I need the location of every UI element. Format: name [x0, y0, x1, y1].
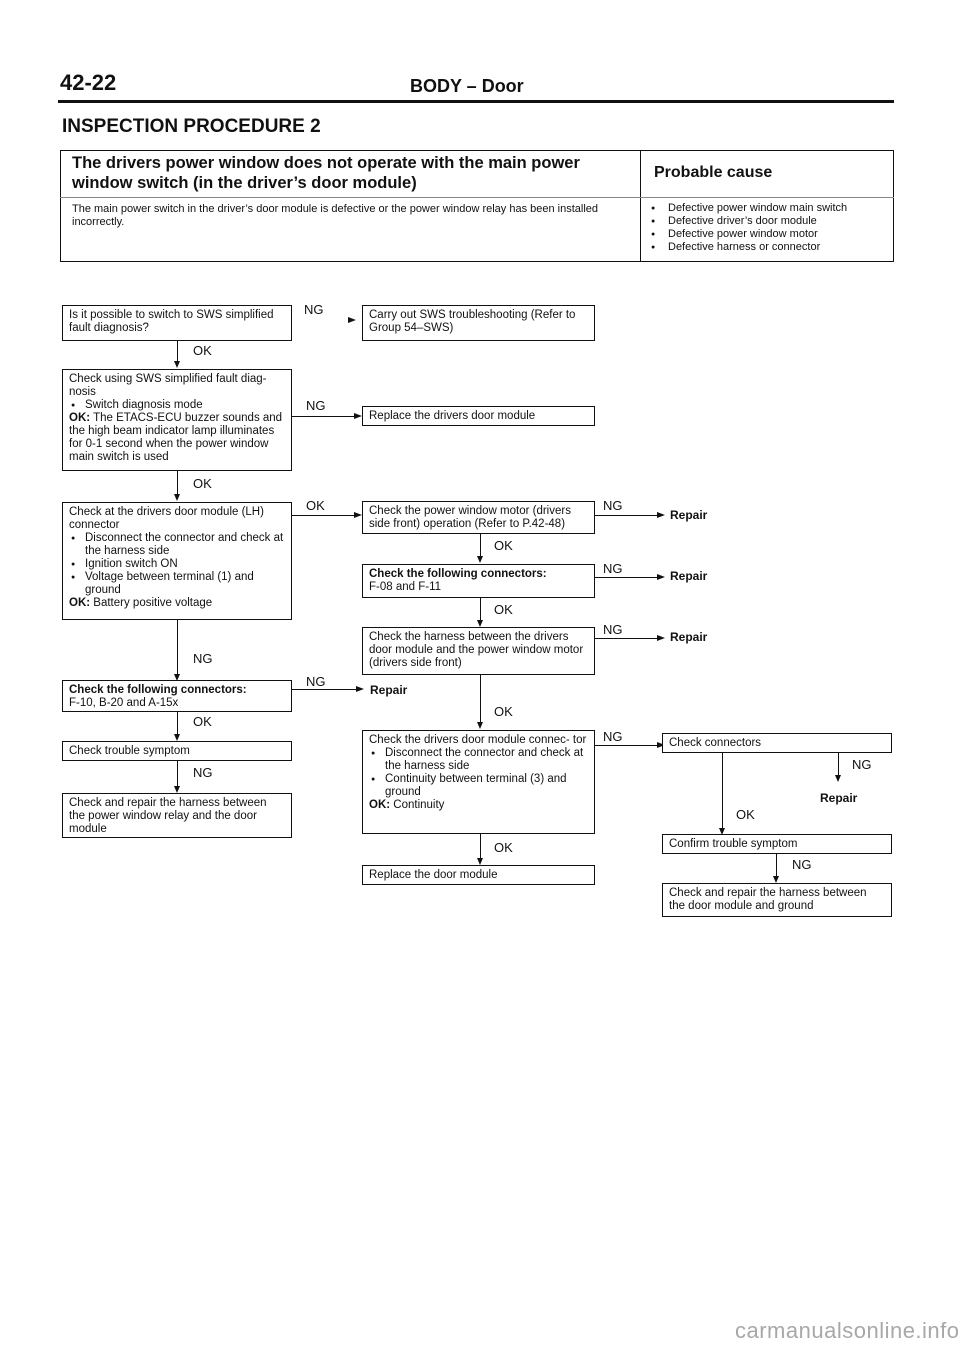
ng-label: NG [852, 757, 872, 772]
ground-harness-text: Check and repair the harness between the door module and ground [669, 887, 867, 912]
confirm-trouble-box [662, 834, 892, 854]
probable-cause-heading: Probable cause [654, 164, 773, 181]
header-rule [58, 100, 894, 103]
conn-f10-ng-label: NG [306, 674, 326, 689]
module-connector-bullet: ● Continuity between terminal (3) and ground [369, 773, 588, 799]
symptom-title: The drivers power window does not operate with the main power window switch (in the driver’s door module) [72, 154, 580, 192]
confirm-trouble-text: Confirm trouble symptom [669, 838, 798, 850]
connector-line [595, 638, 657, 639]
ng-label: NG [193, 651, 213, 666]
ok-prefix: OK: [369, 799, 391, 811]
module-connector-ok [369, 799, 588, 812]
check-conn-f08-box [362, 564, 595, 598]
ok-label: OK [193, 343, 212, 358]
arrow-down [174, 361, 180, 368]
motor-ng-label: NG [603, 498, 623, 513]
procedure-title: INSPECTION PROCEDURE 2 [62, 116, 321, 137]
arrow-right [657, 574, 665, 580]
watermark: carmanualsonline.info [735, 1318, 960, 1343]
connector-line [595, 577, 657, 578]
arrow-down [477, 620, 483, 627]
check-sws-box [62, 369, 292, 471]
connector-line [177, 761, 178, 786]
symptom-description: The main power switch in the driver’s door module is defective or the power window relay has been installed incorrectly. [72, 203, 599, 228]
ground-harness-box [662, 883, 892, 917]
repair-label: Repair [670, 630, 708, 644]
conn-f08-title: Check the following connectors: [369, 568, 547, 580]
check-connectors-box [662, 733, 892, 753]
connector-line [177, 712, 178, 734]
repair-label: Repair [370, 683, 408, 697]
sws-troubleshoot-text: Carry out SWS troubleshooting (Refer to Group 54–SWS) [369, 309, 576, 334]
arrow-down [174, 494, 180, 501]
check-trouble-box [62, 741, 292, 761]
check-trouble-text: Check trouble symptom [69, 745, 190, 757]
ok-label: OK [193, 714, 212, 729]
ok-prefix: OK: [69, 597, 91, 609]
arrow-down [477, 722, 483, 729]
cause-item: ● Defective driver’s door module [648, 215, 888, 228]
cause-item: ● Defective power window main switch [648, 202, 888, 215]
lh-bullet: ● Voltage between terminal (1) and ground [69, 571, 285, 597]
ok-label: OK [494, 704, 513, 719]
check-motor-box [362, 501, 595, 534]
connector-line [776, 854, 777, 876]
replace-door-module-box [362, 865, 595, 885]
sws-troubleshoot-box [362, 305, 595, 341]
connector-line [480, 675, 481, 722]
connector-line [595, 515, 657, 516]
check-sws-ok [69, 412, 285, 464]
module-connector-text: Check the drivers door module connec- tor [369, 734, 587, 746]
arrow-right [657, 512, 665, 518]
relay-harness-box [62, 793, 292, 838]
connector-line [722, 753, 723, 828]
harness-motor-text: Check the harness between the drivers door module and the power window motor (drivers side front) [369, 631, 584, 669]
check-module-connector-box [362, 730, 595, 834]
check-connectors-text: Check connectors [669, 737, 762, 749]
sws-question-text: Is it possible to switch to SWS simplified fault diagnosis? [69, 309, 274, 334]
harness-motor-ng-label: NG [603, 622, 623, 637]
check-conn-f10-box [62, 680, 292, 712]
summary-divider-vertical [640, 150, 641, 262]
connector-line [177, 471, 178, 494]
arrow-right [657, 635, 665, 641]
conn-f08-text: F-08 and F-11 [369, 581, 442, 593]
check-sws-bullet: ● Switch diagnosis mode [69, 399, 285, 412]
arrow-down [773, 876, 779, 883]
lh-line: Check at the drivers door module (LH) [69, 506, 264, 518]
lh-ok-label: OK [306, 498, 325, 513]
ok-label: OK [494, 602, 513, 617]
lh-bullet: ● Disconnect the connector and check at the harness side [69, 532, 285, 558]
repair-label: Repair [670, 508, 708, 522]
lh-ok [69, 597, 285, 610]
connector-line [177, 620, 178, 674]
check-sws-line: nosis [69, 386, 96, 398]
section-title: BODY – Door [410, 76, 524, 96]
page-number: 42-22 [60, 70, 117, 95]
conn-f10-text: F-10, B-20 and A-15x [69, 697, 179, 709]
check-door-module-lh-box [62, 502, 292, 620]
sws-question-box [62, 305, 292, 341]
connector-line [292, 515, 354, 516]
ok-label: OK [736, 807, 755, 822]
connector-line [292, 689, 356, 690]
check-sws-ng-label: NG [306, 398, 326, 413]
check-harness-motor-box [362, 627, 595, 675]
module-connector-ng-label: NG [603, 729, 623, 744]
summary-divider-horizontal [60, 197, 894, 198]
arrow-down [835, 775, 841, 782]
arrow-right [354, 413, 362, 419]
ok-label: OK [494, 840, 513, 855]
sws-ng-label: NG [304, 302, 324, 317]
replace-drivers-module-text: Replace the drivers door module [369, 410, 536, 422]
cause-item: ● Defective power window motor [648, 228, 888, 241]
connector-line [838, 753, 839, 775]
ng-label: NG [193, 765, 213, 780]
ok-label: OK [494, 538, 513, 553]
ok-prefix: OK: [69, 412, 91, 424]
connector-line [480, 834, 481, 858]
connector-line [480, 534, 481, 556]
connector-line [177, 341, 178, 361]
lh-line: connector [69, 519, 120, 531]
lh-ok-text: Battery positive voltage [93, 597, 213, 609]
check-sws-ok-text: The ETACS-ECU buzzer sounds and the high beam indicator lamp illuminates for 0-1 second when the power window main switch is used [69, 412, 283, 463]
arrow-down [174, 786, 180, 793]
repair-label: Repair [820, 791, 858, 805]
arrow-down [477, 858, 483, 865]
conn-f10-title: Check the following connectors: [69, 684, 247, 696]
relay-harness-text: Check and repair the harness between the power window relay and the door module [69, 797, 267, 835]
arrow-right [354, 512, 362, 518]
module-connector-ok-text: Continuity [393, 799, 445, 811]
arrow-down [174, 734, 180, 741]
repair-label: Repair [670, 569, 708, 583]
ng-label: NG [792, 857, 812, 872]
arrow-down [477, 556, 483, 563]
connector-line [595, 745, 657, 746]
replace-drivers-module-box [362, 406, 595, 426]
lh-bullet: ● Ignition switch ON [69, 558, 285, 571]
connector-line [292, 416, 354, 417]
replace-door-module-text: Replace the door module [369, 869, 498, 881]
module-connector-bullet: ● Disconnect the connector and check at the harness side [369, 747, 588, 773]
probable-cause-list [648, 202, 888, 254]
connector-line [480, 598, 481, 620]
conn-f08-ng-label: NG [603, 561, 623, 576]
cause-item: ● Defective harness or connector [648, 241, 888, 254]
sws-ng-arrow [348, 317, 356, 323]
check-sws-line: Check using SWS simplified fault diag- [69, 373, 267, 385]
check-motor-text: Check the power window motor (drivers side front) operation (Refer to P.42-48) [369, 505, 571, 530]
arrow-right [356, 686, 364, 692]
ok-label: OK [193, 476, 212, 491]
